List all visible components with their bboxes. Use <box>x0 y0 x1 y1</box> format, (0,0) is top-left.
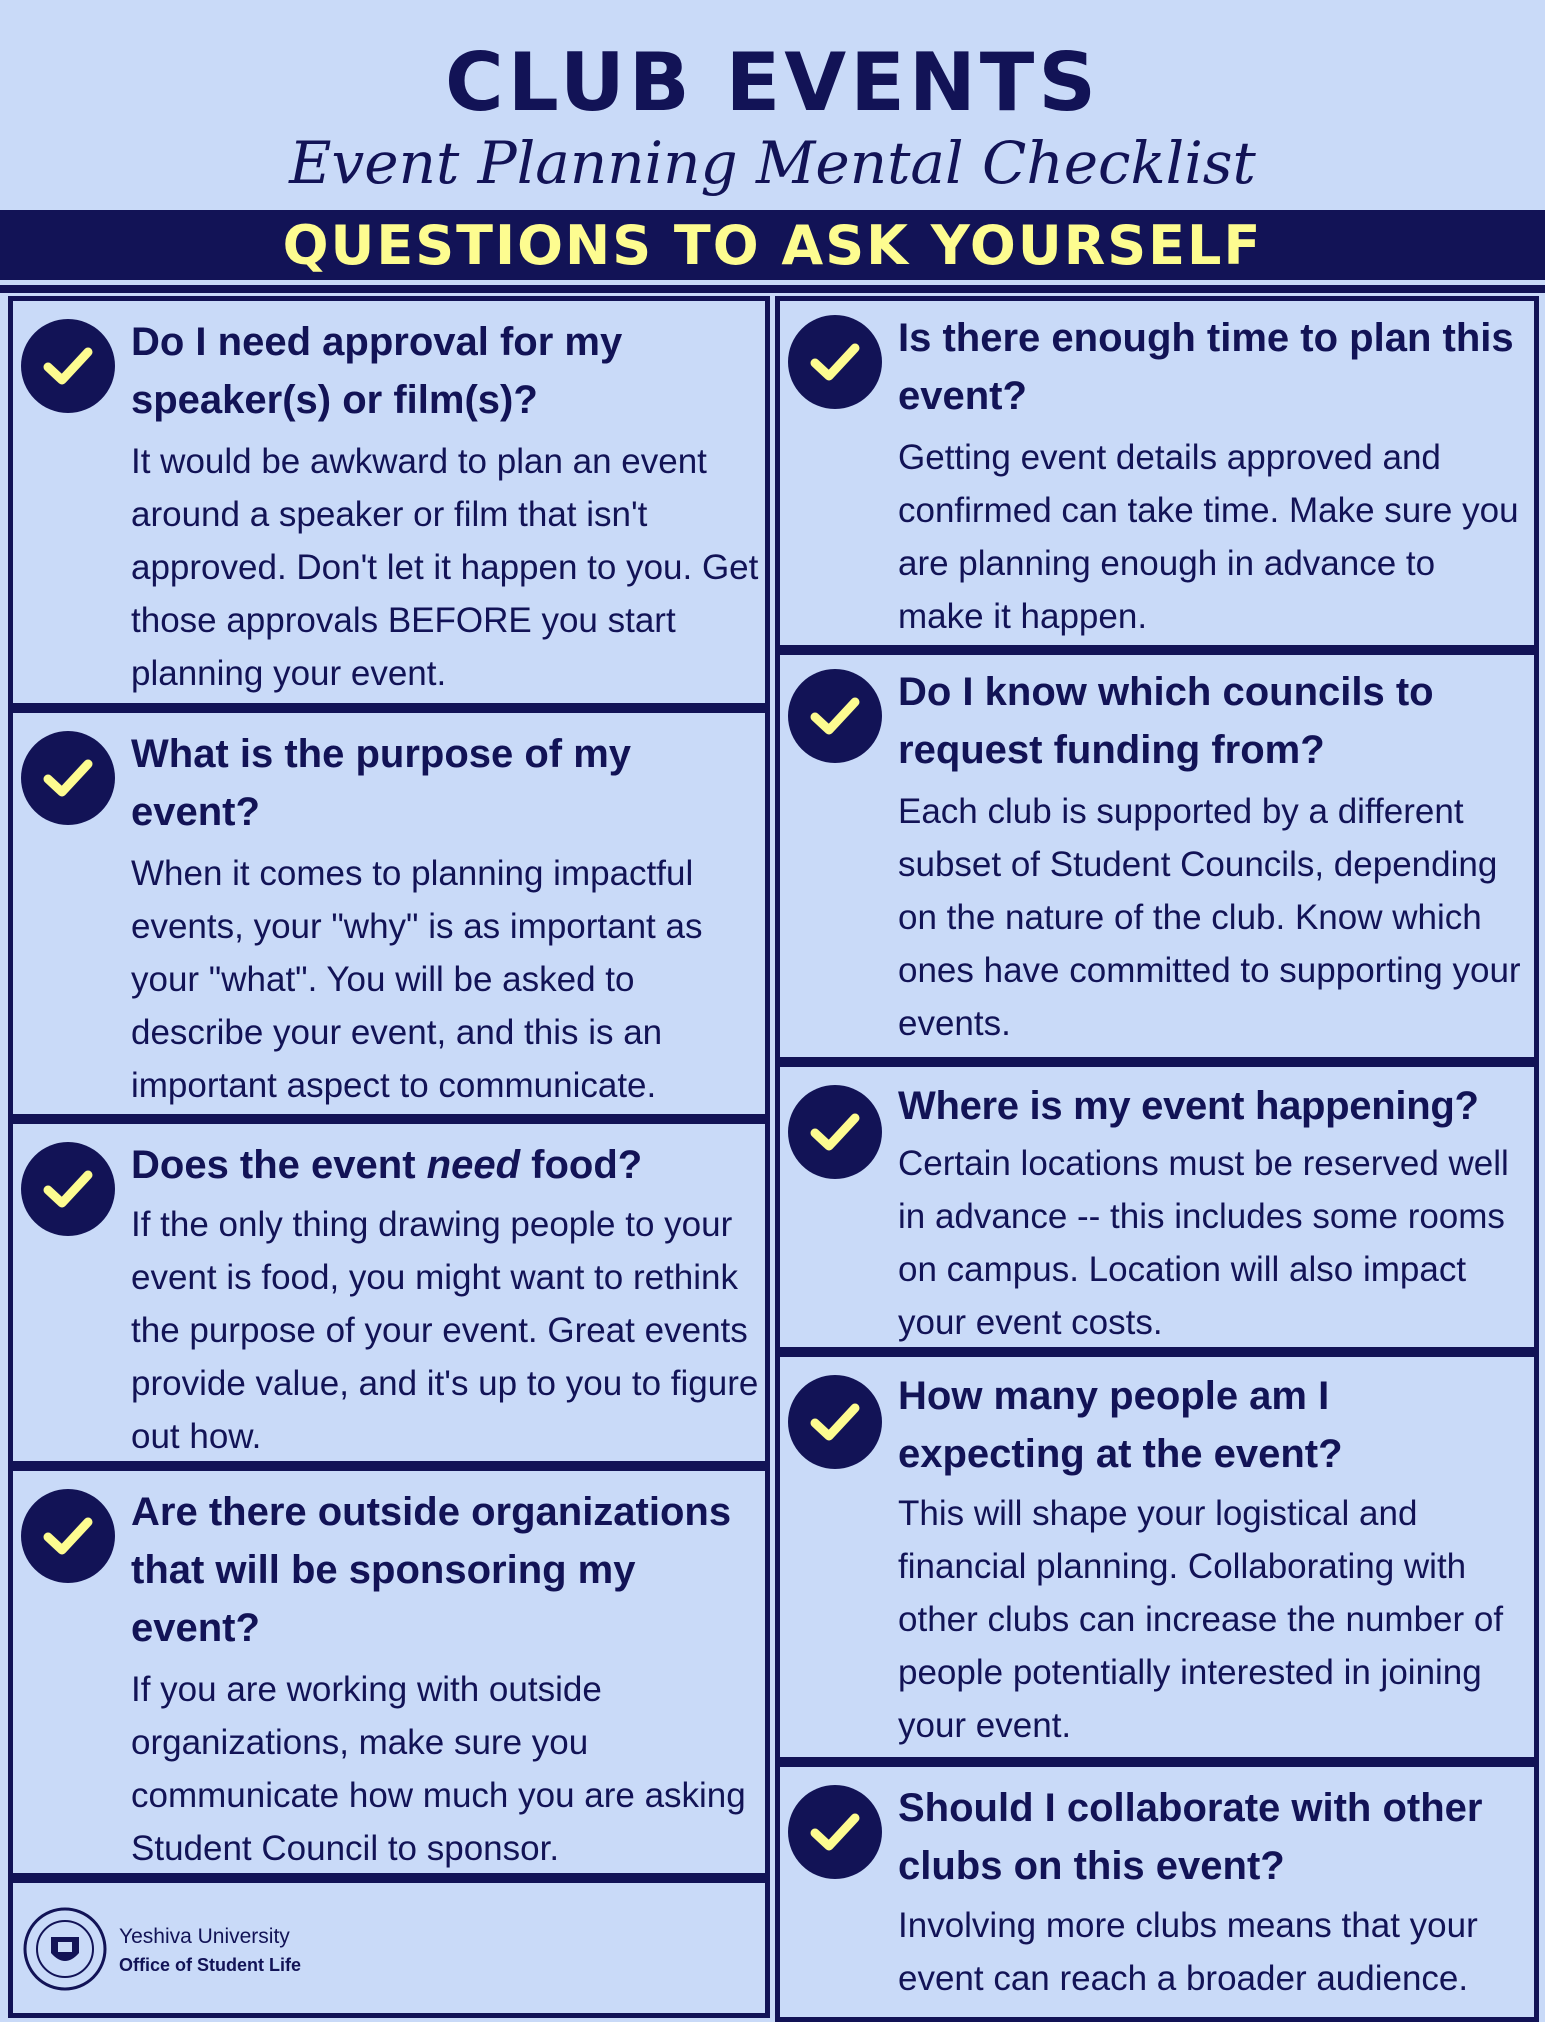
card-title: Is there enough time to plan this event? <box>898 316 1514 418</box>
card-body: Certain locations must be reserved well in advance -- this includes some rooms on campus. Location will also impact your event costs. <box>898 1144 1509 1342</box>
card-title-part: food? <box>520 1143 643 1187</box>
check-circle-icon <box>788 1785 882 1879</box>
checklist-card-sponsors <box>8 1466 770 1878</box>
card-title: How many people am I expecting at the event? <box>898 1374 1343 1476</box>
check-circle-icon <box>788 1085 882 1179</box>
card-body: If the only thing drawing people to your event is food, you might want to rethink the purpose of your event. Great events provide value, and it's up to you to figure out how. <box>131 1205 759 1456</box>
university-seal-icon <box>23 1907 107 1991</box>
card-body: If you are working with outside organizations, make sure you communicate how much you are asking Student Council to sponsor. <box>131 1670 746 1868</box>
card-body: This will shape your logistical and financial planning. Collaborating with other clubs can increase the number of people potentially interested in joining your event. <box>898 1494 1504 1745</box>
page-header <box>0 0 1545 210</box>
card-body: Getting event details approved and confirmed can take time. Make sure you are planning enough in advance to make it happen. <box>898 438 1519 636</box>
org-department: Office of Student Life <box>119 1955 301 1975</box>
check-circle-icon <box>21 1489 115 1583</box>
check-circle-icon <box>788 1375 882 1469</box>
card-title-part: Does the event <box>131 1143 427 1187</box>
card-body: Involving more clubs means that your event can reach a broader audience. <box>898 1906 1478 1998</box>
org-name: Yeshiva University <box>119 1925 290 1948</box>
card-title: Are there outside organizations that will be sponsoring my event? <box>131 1490 732 1650</box>
checklist-card-time <box>775 296 1539 650</box>
card-title: Where is my event happening? <box>898 1084 1479 1128</box>
card-title: Do I need approval for my speaker(s) or film(s)? <box>131 320 623 422</box>
card-body: When it comes to planning impactful events, your "why" is as important as your "what". You will be asked to describe your event, and this is an important aspect to communicate. <box>131 854 703 1105</box>
footer-logo-card <box>8 1878 770 2018</box>
card-body: It would be awkward to plan an event around a speaker or film that isn't approved. Don't let it happen to you. Get those approvals BEFORE you start planning your event. <box>131 442 759 693</box>
card-body: Each club is supported by a different subset of Student Councils, depending on the nature of the club. Know which ones have committed to supporting your events. <box>898 792 1521 1043</box>
checklist-card-councils <box>775 650 1539 1062</box>
card-title <box>131 1136 755 1194</box>
section-banner <box>0 210 1545 285</box>
card-title-emphasis: need <box>426 1143 521 1187</box>
check-circle-icon <box>788 315 882 409</box>
check-circle-icon <box>21 319 115 413</box>
check-circle-icon <box>21 731 115 825</box>
page-title: CLUB EVENTS <box>445 36 1100 129</box>
checklist-card-purpose <box>8 708 770 1119</box>
checklist-card-approval <box>8 296 770 708</box>
card-title: Should I collaborate with other clubs on this event? <box>898 1786 1483 1888</box>
card-title: What is the purpose of my event? <box>131 732 632 834</box>
check-circle-icon <box>788 669 882 763</box>
checklist-card-food <box>8 1119 770 1466</box>
banner-text: QUESTIONS TO ASK YOURSELF <box>282 214 1263 277</box>
checklist-card-collaborate <box>775 1762 1539 2022</box>
checklist-card-attendance <box>775 1352 1539 1762</box>
page-subtitle: Event Planning Mental Checklist <box>289 129 1256 197</box>
check-circle-icon <box>21 1142 115 1236</box>
card-title: Do I know which councils to request funding from? <box>898 670 1434 772</box>
checklist-card-location <box>775 1062 1539 1352</box>
